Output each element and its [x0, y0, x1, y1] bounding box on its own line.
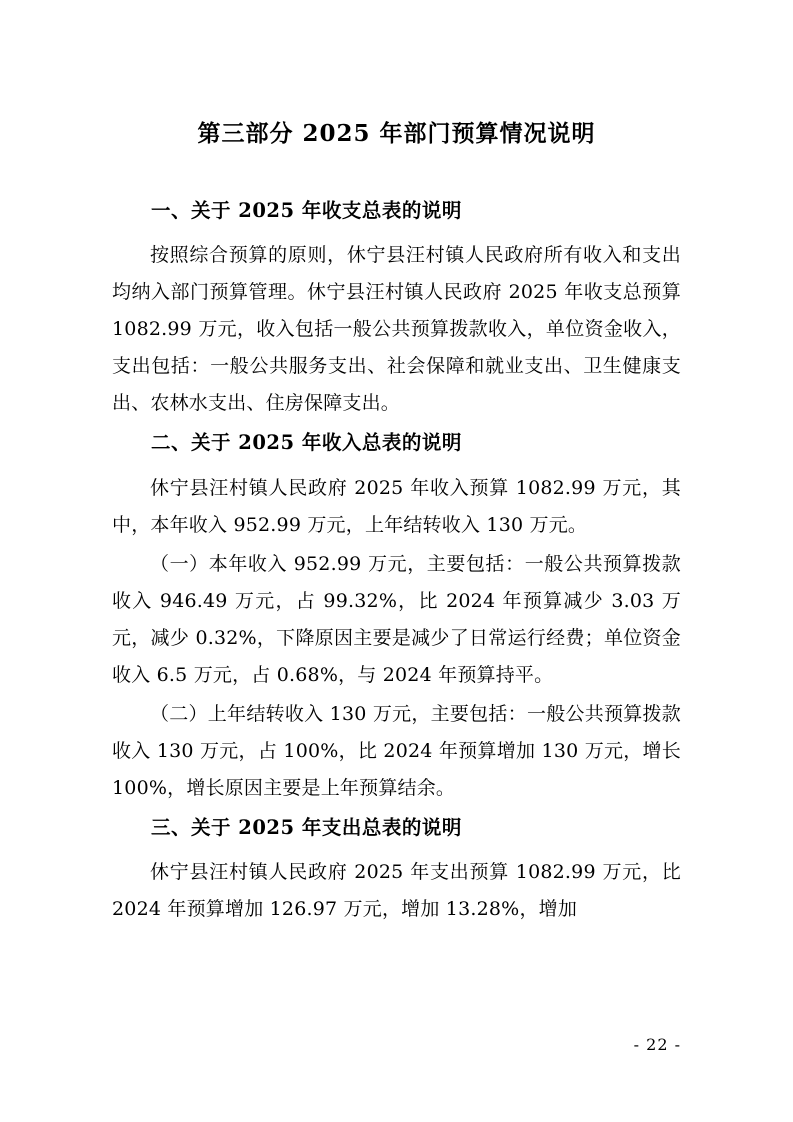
paragraph-3-1: 休宁县汪村镇人民政府 2025 年支出预算 1082.99 万元，比 2024 年预算增加 126.97 万元，增加 13.28%，增加 [112, 860, 681, 921]
paragraph-2-3: （二）上年结转收入 130 万元，主要包括：一般公共预算拨款收入 130 万元，占 100%，比 2024 年预算增加 130 万元，增长 100%，增长原因主要是上年预算结余。 [112, 702, 681, 799]
paragraph-2-2: （一）本年收入 952.99 万元，主要包括：一般公共预算拨款收入 946.49 万元，占 99.32%，比 2024 年预算减少 3.03 万元，减少 0.32%，下降原因主要是减少了日常运行经费；单位资金收入 6.5 万元，占 0.68%，与 2024 年预算持平。 [112, 552, 681, 686]
paragraph-1-1: 按照综合预算的原则，休宁县汪村镇人民政府所有收入和支出均纳入部门预算管理。休宁县汪村镇人民政府 2025 年收支总预算 1082.99 万元，收入包括一般公共预算拨款收入，单位资金收入，支出包括：一般公共服务支出、社会保障和就业支出、卫生健康支出、农林水支出、住房保障支出。 [112, 244, 681, 415]
section-heading-2: 二、关于 2025 年收入总表的说明 [151, 431, 462, 455]
page-number: - 22 - [633, 1035, 681, 1054]
section-heading-3: 三、关于 2025 年支出总表的说明 [151, 815, 462, 839]
paragraph-2-1: 休宁县汪村镇人民政府 2025 年收入预算 1082.99 万元，其中，本年收入 952.99 万元，上年结转收入 130 万元。 [112, 476, 681, 536]
section-heading-1: 一、关于 2025 年收支总表的说明 [151, 199, 462, 223]
page-title: 第三部分 2025 年部门预算情况说明 [197, 120, 596, 147]
